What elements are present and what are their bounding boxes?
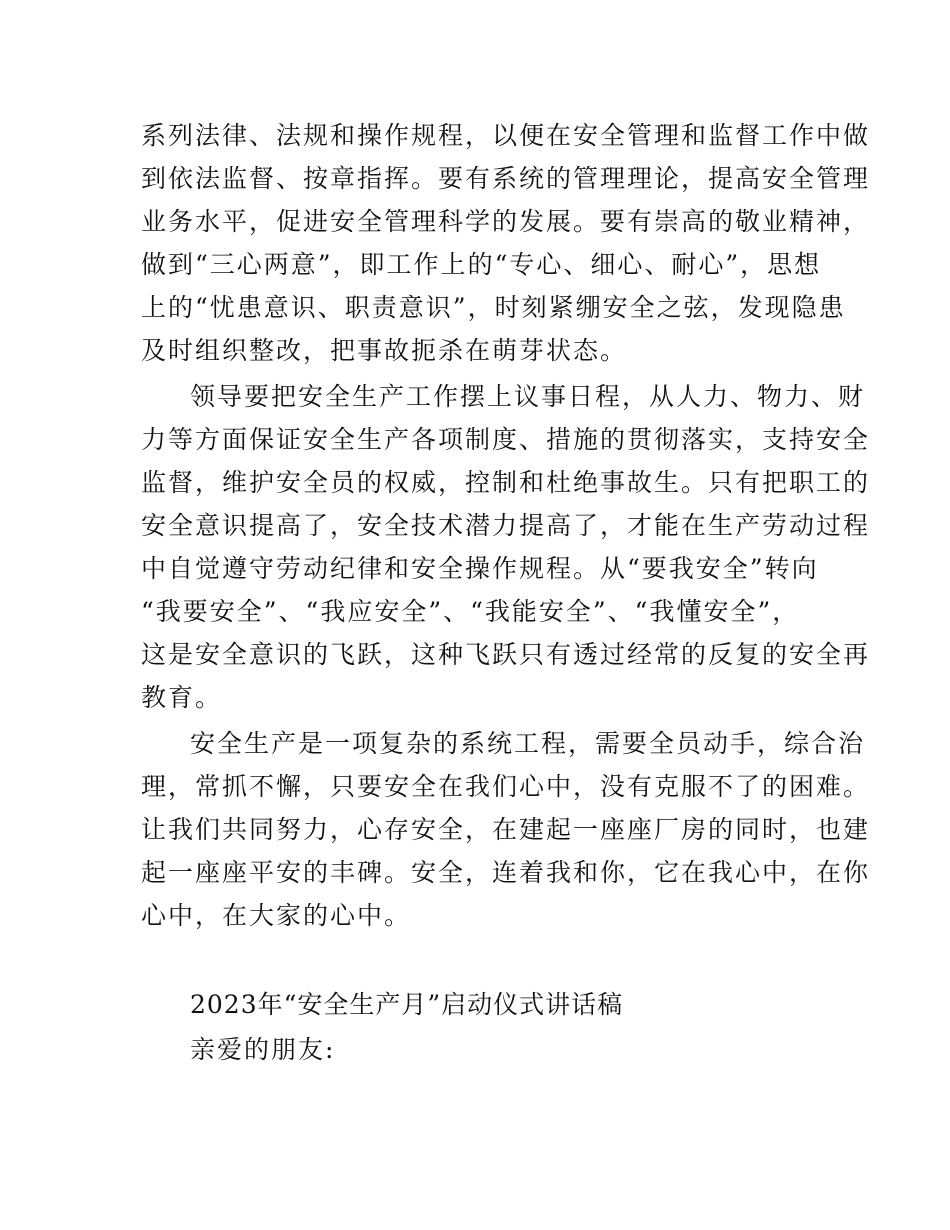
text-line: 心中，在大家的心中。 bbox=[141, 901, 412, 930]
text-line: 让我们共同努力，心存安全，在建起一座座厂房的同时，也建 bbox=[141, 815, 871, 844]
text-line: 上的“忧患意识、职责意识”，时刻紧绷安全之弦，发现隐患 bbox=[141, 293, 846, 322]
text-line: 教育。 bbox=[141, 683, 223, 712]
text-line: 监督，维护安全员的权威，控制和杜绝事故生。只有把职工的 bbox=[141, 468, 871, 497]
text-line: “我要安全”、“我应安全”、“我能安全”、“我懂安全”， bbox=[141, 597, 800, 626]
text-line: 这是安全意识的飞跃，这种飞跃只有透过经常的反复的安全再 bbox=[141, 640, 871, 669]
text-line: 做到“三心两意”，即工作上的“专心、细心、耐心”，思想 bbox=[141, 250, 822, 279]
speech-title: 2023年“安全生产月”启动仪式讲话稿 bbox=[190, 990, 624, 1019]
text-line: 理，常抓不懈，只要安全在我们心中，没有克服不了的困难。 bbox=[141, 772, 871, 801]
text-line: 领导要把安全生产工作摆上议事日程，从人力、物力、财 bbox=[190, 382, 866, 411]
text-line: 中自觉遵守劳动纪律和安全操作规程。从“要我安全”转向 bbox=[141, 554, 819, 583]
text-line: 力等方面保证安全生产各项制度、措施的贯彻落实，支持安全 bbox=[141, 425, 871, 454]
text-line: 业务水平，促进安全管理科学的发展。要有崇高的敬业精神， bbox=[141, 207, 871, 236]
text-line: 及时组织整改，把事故扼杀在萌芽状态。 bbox=[141, 336, 628, 365]
text-line: 安全意识提高了，安全技术潜力提高了，才能在生产劳动过程 bbox=[141, 511, 871, 540]
text-line: 起一座座平安的丰碑。安全，连着我和你，它在我心中，在你 bbox=[141, 858, 871, 887]
text-line: 系列法律、法规和操作规程，以便在安全管理和监督工作中做 bbox=[141, 121, 871, 150]
text-line: 安全生产是一项复杂的系统工程，需要全员动手，综合治 bbox=[190, 729, 866, 758]
text-line: 到依法监督、按章指挥。要有系统的管理理论，提高安全管理 bbox=[141, 164, 871, 193]
salutation: 亲爱的朋友: bbox=[190, 1035, 336, 1064]
